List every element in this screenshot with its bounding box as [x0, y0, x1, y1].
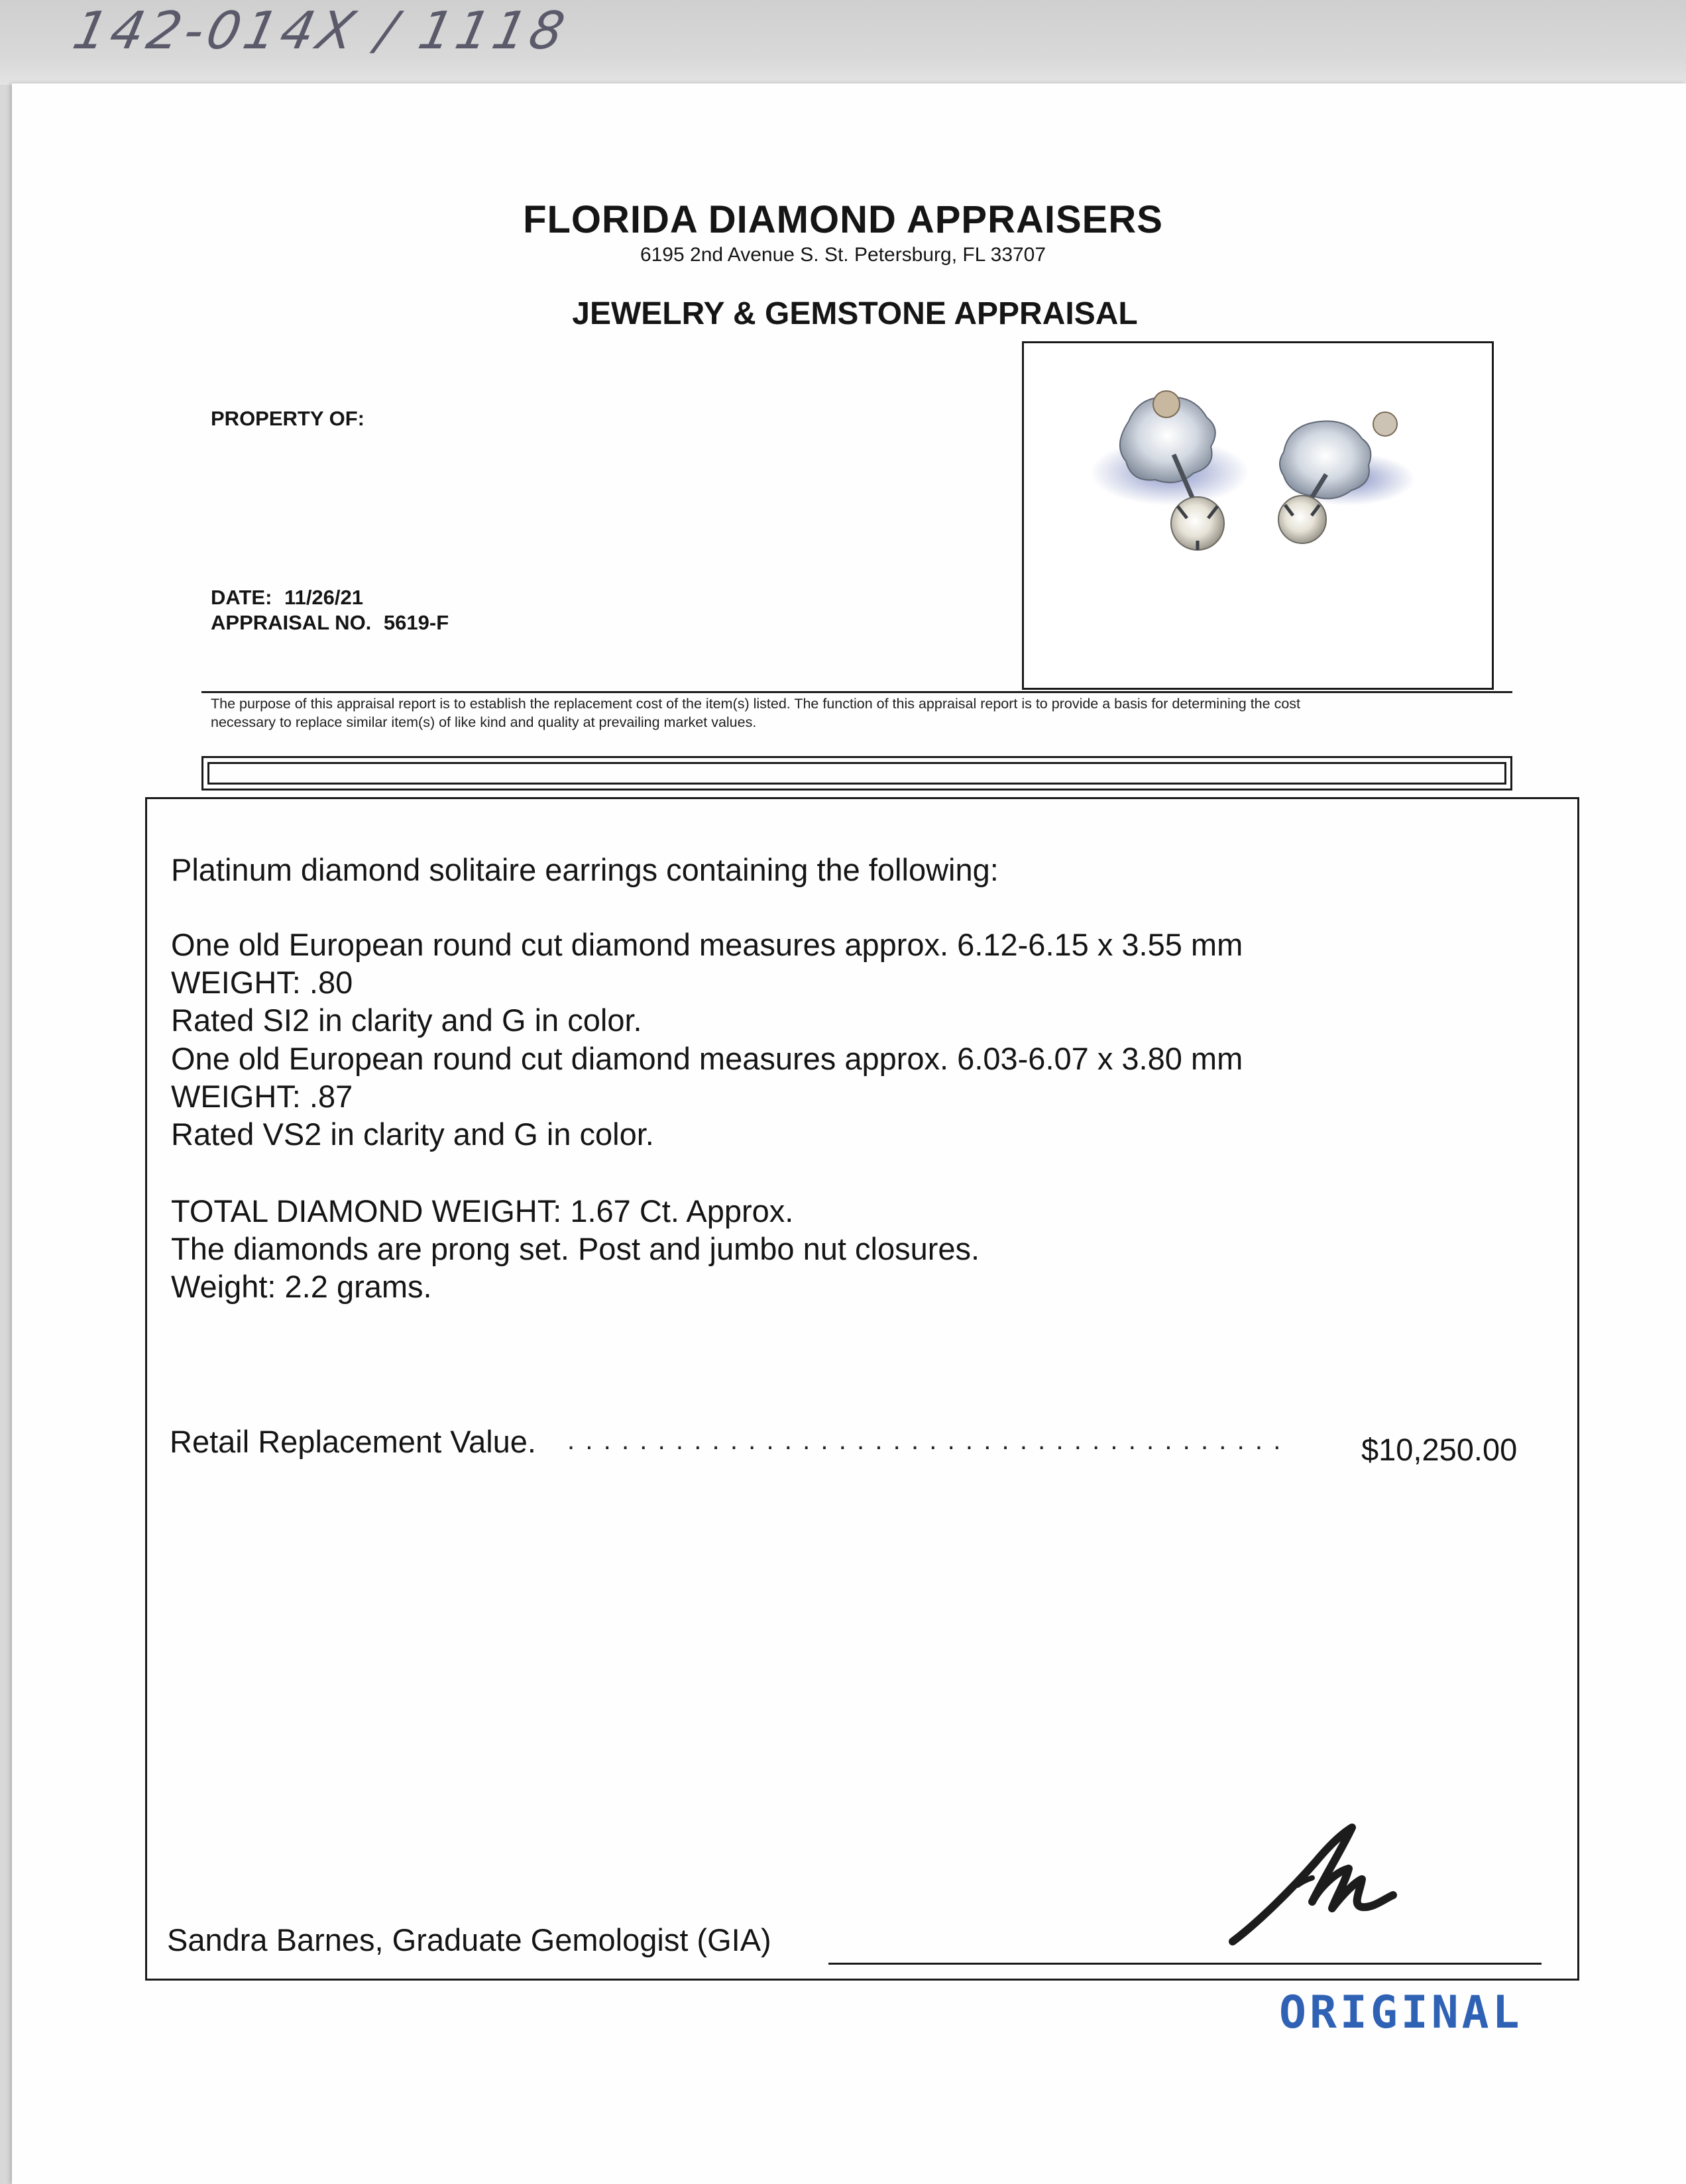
double-rule-box	[201, 756, 1512, 791]
purpose-line-2: necessary to replace similar item(s) of like kind and quality at prevailing market values.	[211, 714, 757, 730]
item-description-box	[145, 797, 1579, 1981]
purpose-line-1: The purpose of this appraisal report is to establish the replacement cost of the item(s) listed. The function of this appraisal report is to provide a basis for determining the cost	[211, 696, 1300, 712]
replacement-value-amount: $10,250.00	[1361, 1432, 1518, 1467]
appraisal-number-row	[211, 611, 449, 635]
handwritten-signature	[1219, 1816, 1418, 1961]
handwritten-note: 142-014X / 1118	[68, 1, 574, 61]
appraisal-number-label: APPRAISAL NO.	[211, 611, 372, 634]
header-divider	[201, 691, 1512, 693]
stone1-rating: Rated SI2 in clarity and G in color.	[171, 1003, 642, 1038]
appraiser-name: Sandra Barnes, Graduate Gemologist (GIA)	[167, 1922, 771, 1957]
earrings-photo-illustration	[1024, 343, 1492, 688]
replacement-value-label: Retail Replacement Value.	[170, 1424, 536, 1459]
leader-dots: ........................................	[567, 1426, 1292, 1455]
company-name: FLORIDA DIAMOND APPRAISERS	[523, 198, 1163, 241]
earrings-photo	[1022, 341, 1494, 690]
property-of-label: PROPERTY OF:	[211, 407, 365, 430]
company-address: 6195 2nd Avenue S. St. Petersburg, FL 33707	[640, 244, 1046, 266]
stone2-weight: WEIGHT: .87	[171, 1079, 353, 1114]
metal-weight: Weight: 2.2 grams.	[171, 1269, 432, 1304]
document-title: JEWELRY & GEMSTONE APPRAISAL	[572, 296, 1138, 331]
signature-line	[828, 1963, 1542, 1965]
purpose-statement	[211, 694, 1300, 732]
stone1-weight: WEIGHT: .80	[171, 965, 353, 1000]
appraisal-number-value: 5619-F	[383, 611, 449, 634]
description-intro: Platinum diamond solitaire earrings containing the following:	[171, 852, 999, 887]
stone1-measurements: One old European round cut diamond measures approx. 6.12-6.15 x 3.55 mm	[171, 927, 1243, 962]
date-value: 11/26/21	[284, 586, 364, 609]
stone2-rating: Rated VS2 in clarity and G in color.	[171, 1117, 654, 1152]
date-row	[211, 586, 363, 610]
stone2-measurements: One old European round cut diamond measures approx. 6.03-6.07 x 3.80 mm	[171, 1041, 1243, 1076]
total-diamond-weight: TOTAL DIAMOND WEIGHT: 1.67 Ct. Approx.	[171, 1193, 794, 1228]
date-label: DATE:	[211, 586, 272, 609]
original-stamp: ORIGINAL	[1279, 1987, 1523, 2039]
setting-description: The diamonds are prong set. Post and jumbo nut closures.	[171, 1231, 980, 1266]
